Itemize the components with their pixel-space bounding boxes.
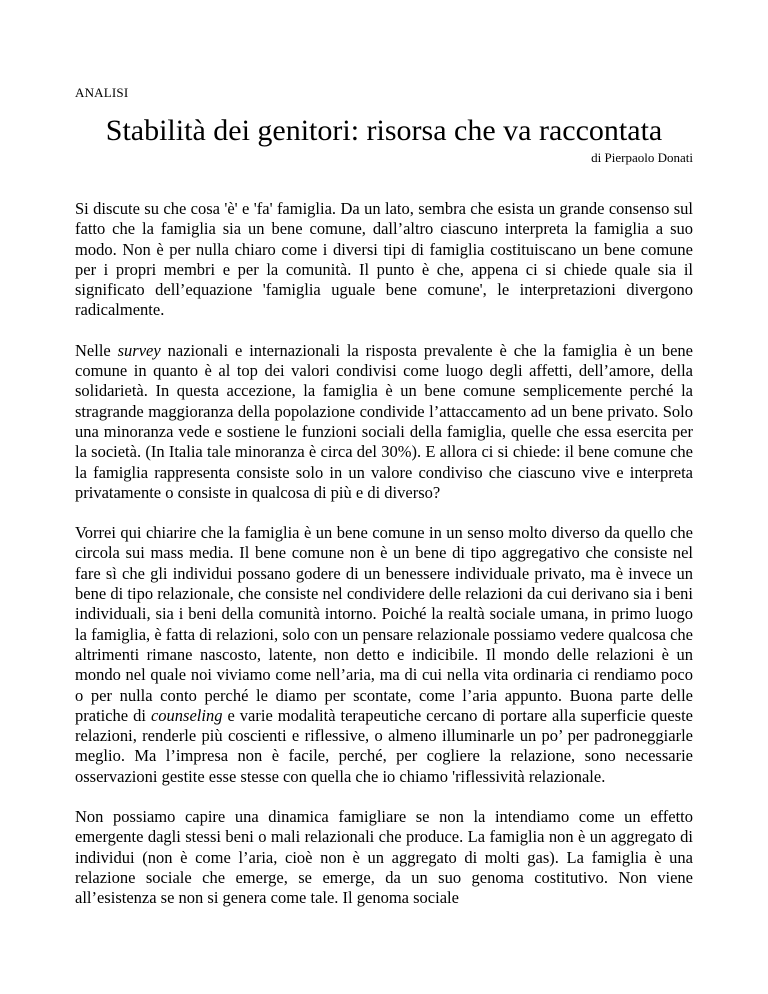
paragraph-3-italic-term: counseling	[150, 705, 223, 725]
paragraph-4: Non possiamo capire una dinamica famigliare se non la intendiamo come un effetto emergente dagli stessi beni o mali relazionali che produce. La famiglia non è un aggregato di individui (non è come l’aria, cioè non è un aggregato di molti gas). La famiglia è una relazione sociale che emerge, se emerge, da un suo genoma costitutivo. Non viene all’esistenza se non si genera come tale. Il genoma sociale	[75, 807, 693, 908]
paragraph-3-text-a: Vorrei qui chiarire che la famiglia è un bene comune in un senso molto diverso da quello che circola sui mass media. Il bene comune non è un bene di tipo aggregativo che consiste nel fare sì che gli individui possano godere di un benessere individuale privato, ma è invece un bene di tipo relazionale, che consiste nel condividere delle relazioni da cui derivano sia i beni individuali, sia i beni della comunità intorno. Poiché la realtà sociale umana, in primo luogo la famiglia, è fatta di relazioni, solo con un pensare relazionale possiamo vedere qualcosa che altrimenti rimane nascosto, latente, non detto e indicibile. Il mondo delle relazioni è un mondo nel quale noi viviamo come nell’aria, ma di cui nella vita ordinaria ci rendiamo poco o per nulla conto perché le diamo per scontate, come l’aria appunto. Buona parte delle pratiche di	[75, 523, 693, 725]
article-title: Stabilità dei genitori: risorsa che va raccontata	[105, 114, 663, 147]
paragraph-1: Si discute su che cosa 'è' e 'fa' famiglia. Da un lato, sembra che esista un grande consenso sul fatto che la famiglia sia un bene comune, dall’altro ciascuno interpreta la famiglia a suo modo. Non è per nulla chiaro come i diversi tipi di famiglia costituiscano un bene comune per i propri membri e per la comunità. Il punto è che, appena ci si chiede quale sia il significato dell’equazione 'famiglia uguale bene comune', le interpretazioni divergono radicalmente.	[75, 199, 693, 320]
paragraph-2-text-a: Nelle	[75, 340, 118, 360]
section-label: ANALISI	[75, 85, 129, 100]
paragraph-2-italic-term: survey	[117, 340, 161, 360]
paragraph-3	[75, 523, 693, 787]
article-body	[75, 199, 693, 929]
paragraph-3-text-b: e varie modalità terapeutiche cercano di portare alla superficie queste relazioni, renderle più coscienti e riflessive, o almeno illuminarle un po’ per padroneggiarle meglio. Ma l’impresa non è facile, perché, per cogliere la relazione, sono necessarie osservazioni gestite esse stesse con quella che io chiamo 'riflessività relazionale.	[75, 705, 694, 786]
paragraph-2	[75, 341, 693, 503]
paragraph-2-text-b: nazionali e internazionali la risposta prevalente è che la famiglia è un bene comune in quanto è al top dei valori condivisi come luogo degli affetti, dell’amore, della solidarietà. In questa accezione, la famiglia è un bene comune semplicemente perché la stragrande maggioranza della popolazione condivide l’attaccamento ad un bene privato. Solo una minoranza vede e sostiene le funzioni sociali della famiglia, quelle che essa esercita per la società. (In Italia tale minoranza è circa del 30%). E allora ci si chiede: il bene comune che la famiglia rappresenta consiste solo in un valore condiviso che ciascuno vive e interpreta privatamente o consiste in qualcosa di più e di diverso?	[75, 340, 693, 502]
author-byline: di Pierpaolo Donati	[591, 150, 693, 165]
